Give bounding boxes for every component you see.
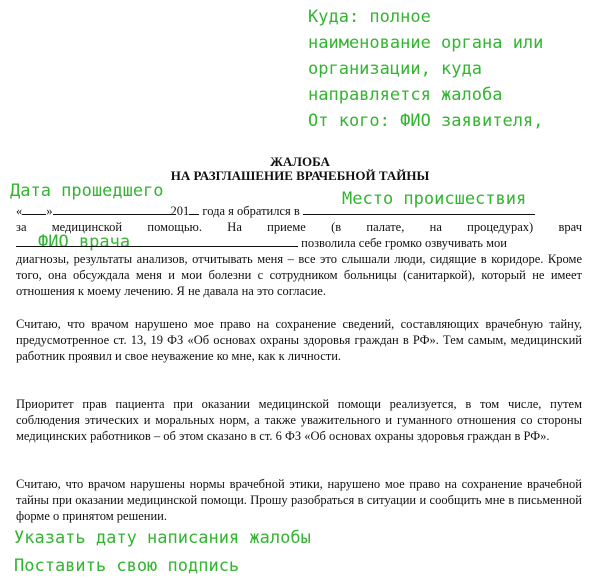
recipient-note-line: Куда: полное [308, 7, 431, 27]
incident-date-note: Дата прошедшего [10, 181, 164, 201]
paragraph-4 [16, 476, 582, 524]
document-title: ЖАЛОБА [270, 154, 330, 169]
recipient-note-line: наименование органа или [308, 33, 544, 53]
document-subtitle: НА РАЗГЛАШЕНИЕ ВРАЧЕБНОЙ ТАЙНЫ [170, 168, 430, 183]
month-blank[interactable] [53, 203, 171, 215]
signature-note: Поставить свою подпись [14, 556, 240, 576]
day-blank[interactable] [22, 203, 46, 215]
paragraph-4-text: Считаю, что врачом нарушены нормы врачебной этики, нарушено мое право на сохранение врачебной тайны при оказании медицинской помощи. Прошу разобраться в ситуации и сообщить мне в письменной форме о принятом решении. [16, 477, 582, 523]
complaint-date-note: Указать дату написания жалобы [14, 528, 311, 548]
doctor-line [16, 235, 582, 251]
doctor-name-note: ФИО врача [38, 232, 131, 252]
date-place-line: « » 201 года я обратился в [16, 203, 582, 219]
year-label: 201 [170, 204, 190, 218]
paragraph-3-text: Приоритет прав пациента при оказании медицинской помощи реализуется, в том числе, путем соблюдения этических и моральных норм, а также уважительного и гуманного отношения со стороны медицинских работников – об этом сказано в ст. 6 ФЗ «Об основах охраны здоровья граждан в РФ». [16, 397, 582, 443]
incident-place-note: Место происшествия [342, 189, 527, 209]
recipient-note [308, 6, 543, 132]
doctor-name-blank[interactable] [16, 235, 298, 247]
line3-tail: позволила себе громко озвучивать мои [301, 236, 507, 250]
recipient-note-line: направляется жалоба [308, 85, 503, 105]
paragraph-2 [16, 316, 582, 364]
paragraph-1 [16, 251, 582, 299]
line2-text: за медицинской помощью. На приеме (в палате, на процедурах) врач [16, 220, 582, 234]
paragraph-2-text: Считаю, что врачом нарушено мое право на сохранение сведений, составляющих врачебную тайну, предусмотренное ст. 13, 19 ФЗ «Об основах охраны здоровья граждан в РФ». Тем самым, медицинский работник проявил и свое неуважение ко мне, как к личности. [16, 317, 582, 363]
paragraph-1-text: диагнозы, результаты анализов, отчитывать меня – все это слышали люди, сидящие в коридоре. Кроме того, она обсуждала меня и мои болезни с сотрудником больницы (санитаркой), который не имеет отношения к моему лечению. Я не давала на это согласие. [16, 252, 582, 298]
line1-text: года я обратился в [202, 204, 300, 218]
recipient-note-line: организации, куда [308, 59, 482, 79]
paragraph-3 [16, 396, 582, 444]
place-blank[interactable] [303, 203, 535, 215]
sender-note: От кого: ФИО заявителя, [308, 111, 544, 131]
year-blank[interactable] [189, 203, 199, 215]
line2 [16, 219, 582, 235]
